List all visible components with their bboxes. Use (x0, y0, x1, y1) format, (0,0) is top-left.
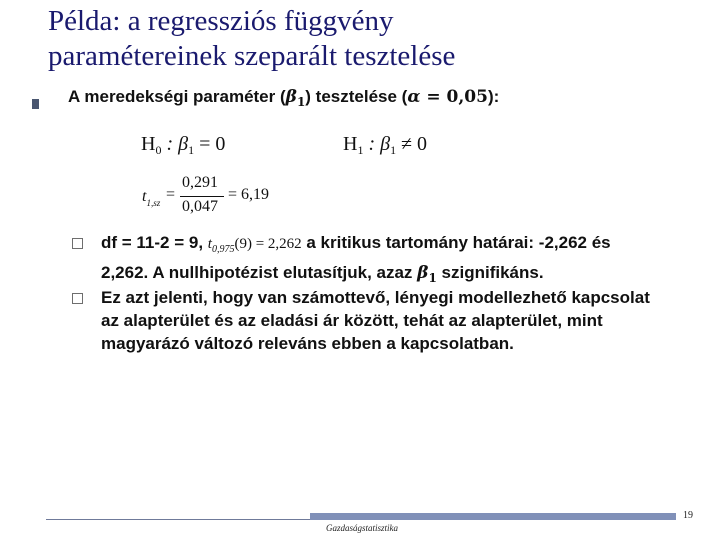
alpha-value: = 0,05 (420, 87, 488, 107)
t-result: = 6,19 (228, 186, 270, 203)
main-text-before: A meredekségi paraméter ( (68, 87, 286, 106)
page-number: 19 (683, 510, 693, 521)
beta-subscript-2: 1 (428, 271, 437, 285)
t-subscript: 1,sz (146, 198, 161, 208)
beta-subscript: 1 (296, 95, 306, 109)
h0-beta: : β (161, 133, 189, 155)
t-numerator: 0,291 (182, 174, 218, 191)
h0-tail: = 0 (194, 133, 226, 155)
bullet-2-line-1: Ez azt jelenti, hogy van számottevő, lényegi modellezhető kapcsolat (101, 288, 650, 307)
alpha-symbol: α (407, 87, 421, 107)
t-denominator: 0,047 (182, 198, 218, 215)
h0-beta-sub: 1 (188, 143, 195, 157)
tcrit-subscript: 0,975 (211, 244, 235, 255)
bullet-2-line-3: magyarázó változó releváns ebben a kapcsolatban. (101, 334, 514, 353)
title-line-1: Példa: a regressziós függvény (48, 5, 394, 37)
alternative-hypothesis (343, 133, 427, 158)
main-text-mid: ) tesztelése ( (305, 87, 408, 106)
footer-course-name: Gazdaságstatisztika (326, 523, 399, 533)
reject-text: 2,262. A nullhipotézist elutasítjuk, azaz (101, 263, 418, 282)
checkbox-bullet-icon (72, 238, 83, 249)
beta-symbol-2: β (417, 263, 429, 283)
h1-letter: H (343, 133, 358, 155)
h0-sub: 0 (155, 143, 162, 157)
fraction-bar (180, 196, 224, 197)
slide-title (48, 4, 688, 74)
t-critical (207, 236, 302, 255)
main-bullet-text (68, 87, 499, 109)
tcrit-value: (9) = 2,262 (234, 236, 302, 252)
tcrit-letter: t (207, 236, 212, 252)
footer-accent-bar (310, 513, 676, 520)
df-text: df = 11-2 = 9, (101, 233, 208, 252)
h1-sub: 1 (357, 143, 364, 157)
bullet-interpretation (101, 286, 691, 355)
t-symbol (142, 188, 160, 208)
null-hypothesis (141, 133, 225, 158)
t-letter: t (142, 188, 147, 205)
footer-divider (46, 519, 310, 520)
critical-bounds-text: a kritikus tartomány határai: -2,262 és (301, 233, 611, 252)
square-bullet-icon (32, 99, 39, 109)
title-line-2: paramétereinek szeparált tesztelése (48, 40, 456, 72)
bullet-2-line-2: az alapterület és az eladási ár között, tehát az alapterület, mint (101, 311, 603, 330)
h1-beta-sub: 1 (390, 143, 397, 157)
h1-tail: ≠ 0 (396, 133, 428, 155)
bullet-1-line-1 (101, 231, 691, 261)
h1-beta: : β (363, 133, 391, 155)
bullet-critical-region (101, 231, 691, 290)
significant-text: szignifikáns. (436, 263, 544, 282)
beta-symbol: β (285, 87, 297, 107)
h0-letter: H (141, 133, 156, 155)
t-equals: = (166, 186, 176, 203)
main-text-end: ): (487, 87, 500, 106)
checkbox-bullet-icon (72, 293, 83, 304)
